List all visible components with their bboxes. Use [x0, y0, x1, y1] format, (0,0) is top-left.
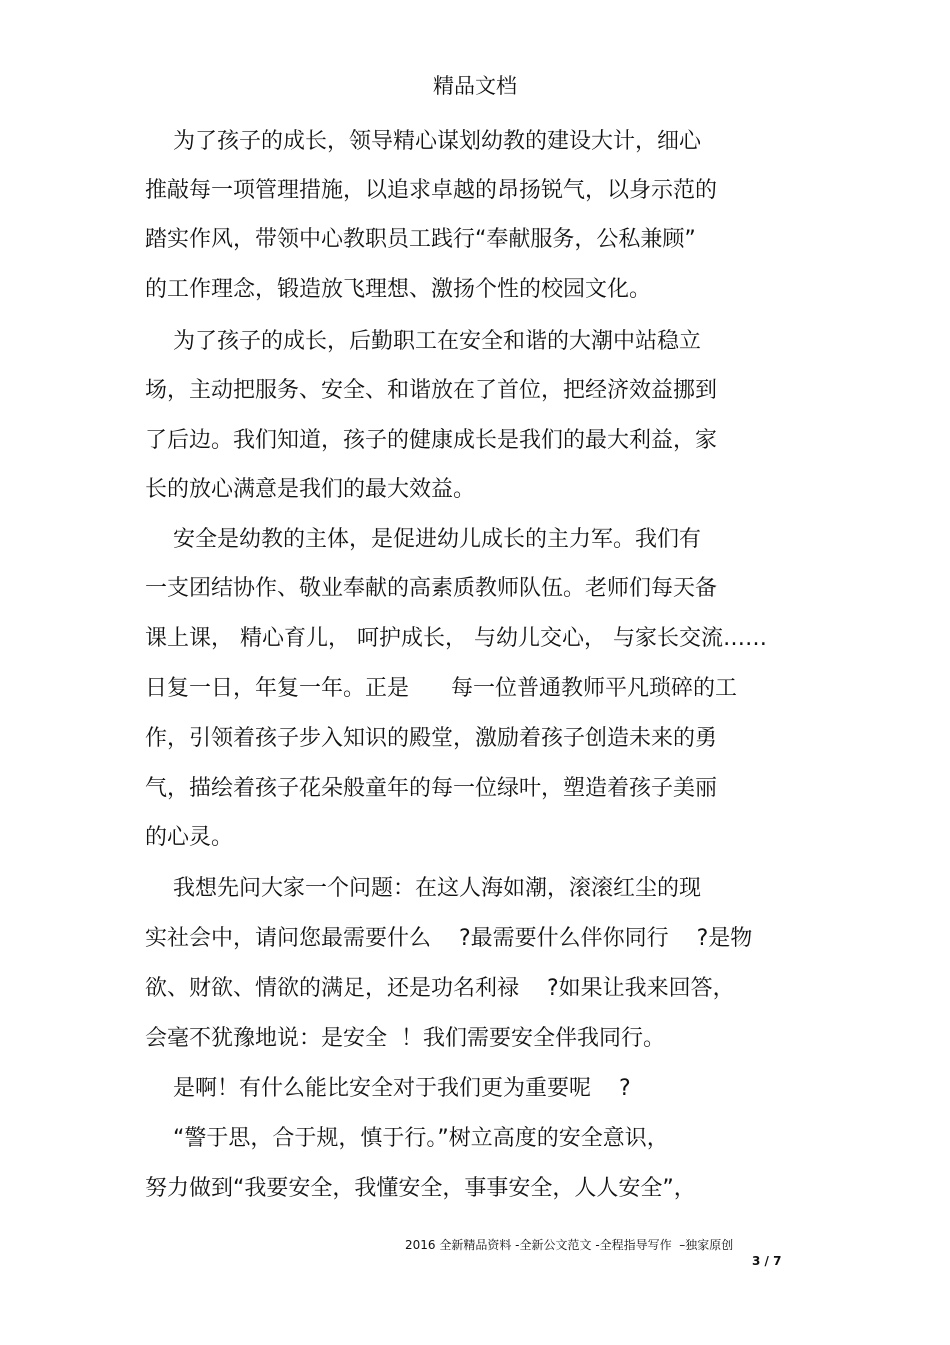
- body-line: 会毫不犹豫地说：是安全 ！我们需要安全伴我同行。: [145, 1026, 665, 1051]
- body-line: 了后边。我们知道，孩子的健康成长是我们的最大利益，家: [145, 428, 718, 453]
- footer-text: 2016 全新精品资料 -全新公文范文 -全程指导写作 –独家原创: [405, 1238, 734, 1252]
- body-line: “警于思，合于规，慎于行。”树立高度的安全意识，: [145, 1126, 669, 1151]
- body-line: 安全是幼教的主体，是促进幼儿成长的主力军。我们有: [145, 527, 701, 552]
- body-line: 作，引领着孩子步入知识的殿堂，激励着孩子创造未来的勇: [145, 726, 718, 751]
- body-line: 是啊！有什么能比安全对于我们更为重要呢 ?: [145, 1076, 631, 1101]
- body-line: 的工作理念，锻造放飞理想、激扬个性的校园文化。: [145, 277, 652, 302]
- page-number: 3 / 7: [752, 1254, 782, 1268]
- body-line: 为了孩子的成长，后勤职工在安全和谐的大潮中站稳立: [145, 329, 701, 354]
- body-line: 日复一日，年复一年。正是 每一位普通教师平凡琐碎的工: [145, 676, 737, 701]
- body-line: 长的放心满意是我们的最大效益。: [145, 477, 476, 502]
- body-line: 实社会中，请问您最需要什么 ?最需要什么伴你同行 ?是物: [145, 926, 753, 951]
- body-line: 欲、财欲、情欲的满足，还是功名利禄 ?如果让我来回答，: [145, 976, 735, 1001]
- body-line: 气，描绘着孩子花朵般童年的每一位绿叶，塑造着孩子美丽: [145, 776, 718, 801]
- body-line: 推敲每一项管理措施，以追求卓越的昂扬锐气，以身示范的: [145, 178, 718, 203]
- body-line: 课上课， 精心育儿， 呵护成长， 与幼儿交心， 与家长交流……: [145, 626, 767, 651]
- body-line: 的心灵。: [145, 825, 234, 850]
- page-header: 精品文档: [433, 74, 517, 98]
- body-line: 场，主动把服务、安全、和谐放在了首位，把经济效益挪到: [145, 378, 718, 403]
- body-line: 我想先问大家一个问题：在这人海如潮，滚滚红尘的现: [145, 876, 701, 901]
- body-line: 为了孩子的成长，领导精心谋划幼教的建设大计，细心: [145, 129, 701, 154]
- body-line: 一支团结协作、敬业奉献的高素质教师队伍。老师们每天备: [145, 576, 718, 601]
- body-line: 踏实作风，带领中心教职员工践行“奉献服务，公私兼顾”: [145, 227, 696, 252]
- body-line: 努力做到“我要安全，我懂安全，事事安全，人人安全”，: [145, 1176, 696, 1201]
